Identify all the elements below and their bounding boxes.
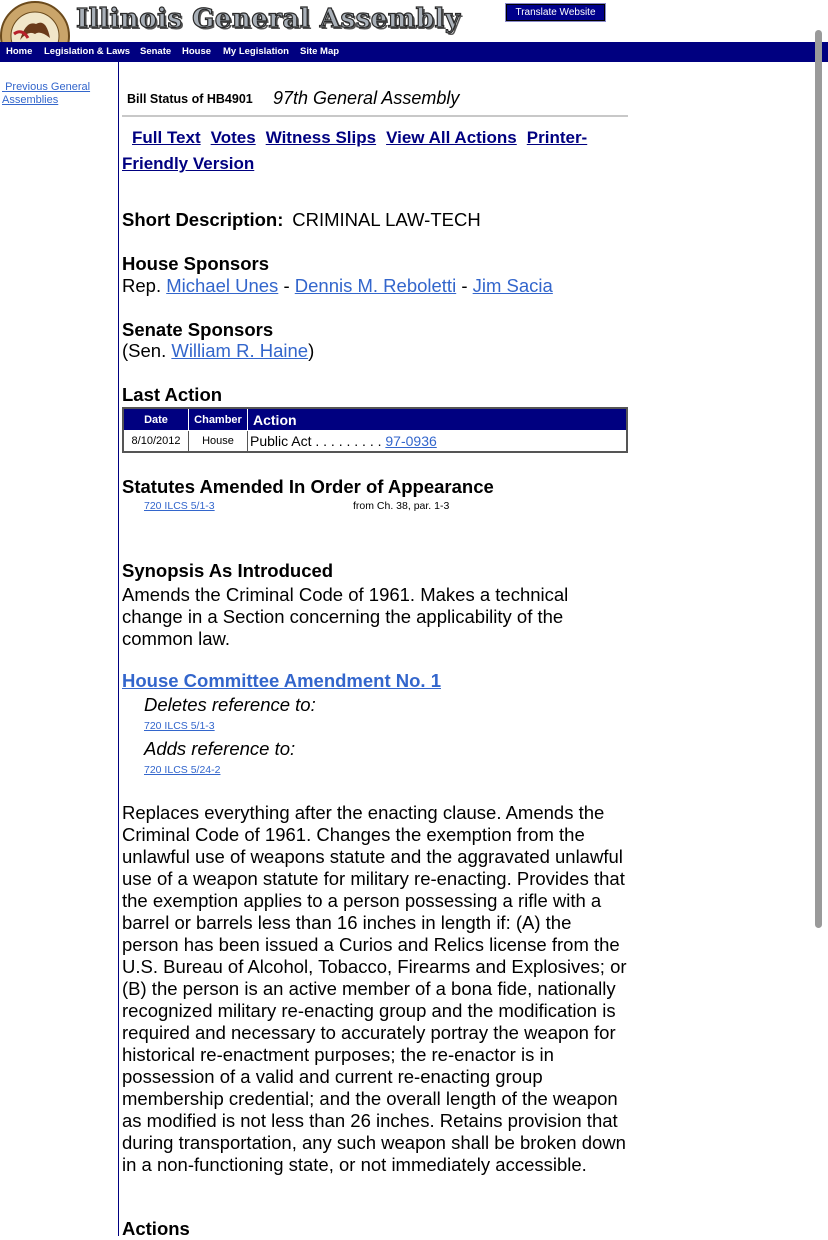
statute-link[interactable]: 720 ILCS 5/1-3 xyxy=(144,500,215,512)
amendment-link[interactable]: House Committee Amendment No. 1 xyxy=(122,670,441,691)
short-description-value: CRIMINAL LAW-TECH xyxy=(292,209,481,230)
senate-sponsors-heading: Senate Sponsors xyxy=(122,319,274,340)
previous-general-assemblies-link[interactable] xyxy=(2,81,112,107)
deletes-cite-link[interactable]: 720 ILCS 5/1-3 xyxy=(144,720,215,732)
nav-legislation-laws[interactable]: Legislation & Laws xyxy=(44,46,131,57)
bill-links xyxy=(122,125,612,177)
action-date: 8/10/2012 xyxy=(123,431,189,453)
table-header-row xyxy=(123,408,627,431)
table-row xyxy=(123,431,627,453)
actions-heading: Actions xyxy=(122,1218,190,1239)
action-text xyxy=(248,431,628,453)
sponsor-link-michael-unes[interactable]: Michael Unes xyxy=(166,275,279,296)
synopsis-heading: Synopsis As Introduced xyxy=(122,560,334,581)
col-date: Date xyxy=(123,408,189,431)
state-seal-icon[interactable] xyxy=(0,0,72,42)
house-sponsor-prefix: Rep. xyxy=(122,275,162,296)
assembly-title: 97th General Assembly xyxy=(273,88,460,108)
nav-home[interactable]: Home xyxy=(6,46,33,57)
short-description-label: Short Description: xyxy=(122,209,284,230)
divider-rule xyxy=(122,115,628,117)
action-description: Public Act . . . . . . . . . xyxy=(250,433,382,449)
action-chamber: House xyxy=(189,431,248,453)
nav-my-legislation[interactable]: My Legislation xyxy=(223,46,289,57)
nav-site-map[interactable]: Site Map xyxy=(300,46,340,57)
house-sponsors-list xyxy=(122,275,553,297)
deletes-reference-label: Deletes reference to: xyxy=(144,694,316,715)
main-nav xyxy=(0,42,828,62)
sponsor-separator: - xyxy=(283,275,290,296)
nav-house[interactable]: House xyxy=(182,46,212,57)
full-text-link[interactable]: Full Text xyxy=(132,128,201,147)
sponsor-separator: - xyxy=(461,275,468,296)
bill-status-label: Bill Status of HB4901 xyxy=(127,92,253,106)
nav-senate[interactable]: Senate xyxy=(140,46,172,57)
witness-slips-link[interactable]: Witness Slips xyxy=(265,128,377,147)
view-all-actions-link[interactable]: View All Actions xyxy=(386,128,517,147)
public-act-link[interactable]: 97-0936 xyxy=(385,433,437,449)
site-header xyxy=(0,0,828,42)
synopsis-text: Amends the Criminal Code of 1961. Makes a technical change in a Section concerning the applicability of the common law. xyxy=(122,584,569,649)
last-action-heading: Last Action xyxy=(122,384,223,405)
adds-reference-label: Adds reference to: xyxy=(144,738,296,759)
statutes-heading: Statutes Amended In Order of Appearance xyxy=(122,476,494,497)
house-sponsors-heading: House Sponsors xyxy=(122,253,269,274)
translate-website-button[interactable]: Translate Website xyxy=(506,4,605,21)
col-chamber: Chamber xyxy=(189,408,248,431)
sponsor-link-jim-sacia[interactable]: Jim Sacia xyxy=(472,275,553,296)
statute-from: from Ch. 38, par. 1-3 xyxy=(353,500,450,512)
site-title[interactable]: Illinois General Assembly xyxy=(76,4,461,34)
amendment-text: Replaces everything after the enacting clause. Amends the Criminal Code of 1961. Changes the exemption from the unlawful use of weapons statute and the aggravated unlawful use of a weapon statute for military re-enacting. Provides that the exemption applies to a person possessing a rifle with a barrel or barrels less than 16 inches in length if: (A) the person has been issued a Curios and Relics license from the U.S. Bureau of Alcohol, Tobacco, Firearms and Explosives; or (B) the person is an active member of a bona fide, nationally recognized military re-enacting group and the modification is required and necessary to accurately portray the weapon for historical re-enactment purposes; the re-enactor is in possession of a valid and current re-enacting group membership credential; and the overall length of the weapon as modified is not less than 26 inches. Retains provision that during transportation, any such weapon shall be broken down in a non-functioning state, or not immediately accessible. xyxy=(122,802,627,1175)
adds-cite-link[interactable]: 720 ILCS 5/24-2 xyxy=(144,764,221,776)
previous-general-assemblies-label: Previous General Assemblies xyxy=(2,81,91,106)
senate-sponsors-list xyxy=(122,340,314,362)
printer-friendly-link[interactable]: Printer-Friendly Version xyxy=(122,128,588,173)
col-action: Action xyxy=(248,408,628,431)
votes-link[interactable]: Votes xyxy=(210,128,256,147)
senate-sponsor-suffix: ) xyxy=(308,340,315,361)
sidebar-divider xyxy=(118,62,119,1236)
sponsor-link-dennis-reboletti[interactable]: Dennis M. Reboletti xyxy=(294,275,457,296)
short-description xyxy=(122,209,481,231)
page-scrollbar[interactable] xyxy=(815,30,822,928)
senate-sponsor-prefix: (Sen. xyxy=(122,340,167,361)
last-action-table xyxy=(122,407,628,453)
sponsor-link-william-haine[interactable]: William R. Haine xyxy=(171,340,309,361)
